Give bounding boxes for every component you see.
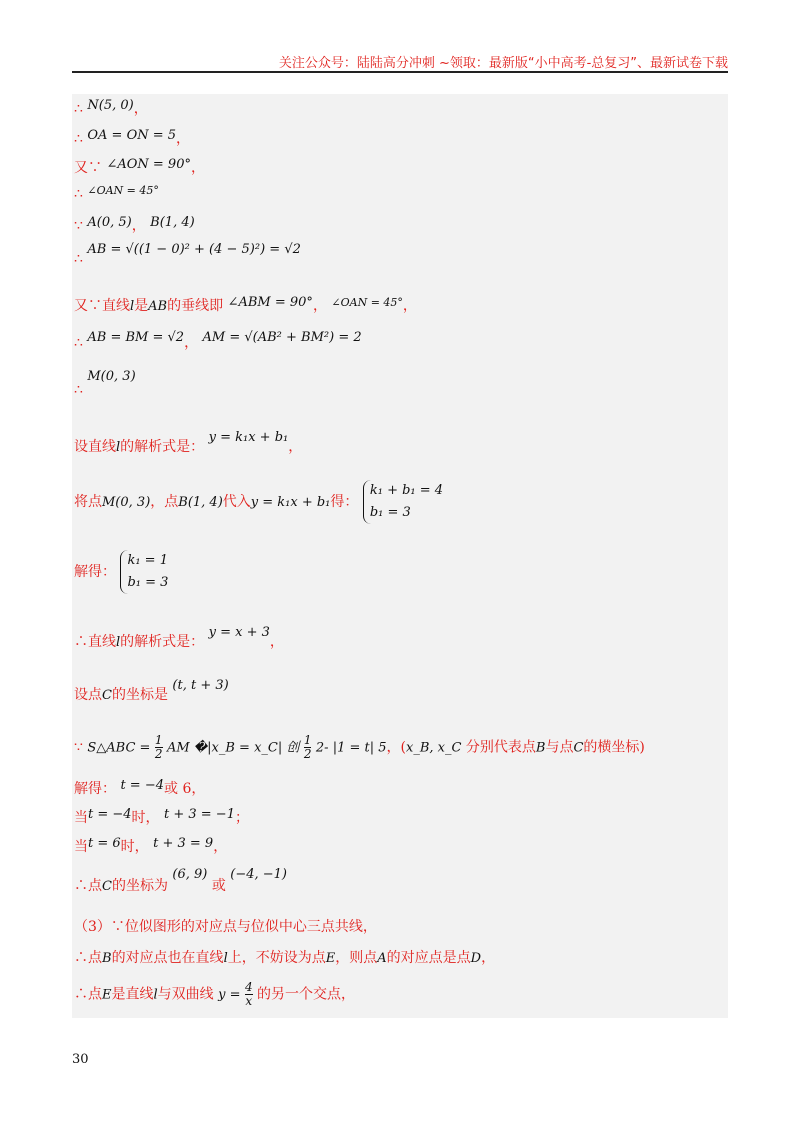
line-line-form <box>74 430 303 456</box>
line-line-result <box>74 625 284 651</box>
numerator: 1 <box>303 733 312 747</box>
text-segment: 的坐标是 <box>111 687 168 703</box>
variable: AB <box>148 299 168 314</box>
therefore-symbol: ∴ <box>74 382 83 398</box>
punctuation: ， <box>213 839 228 855</box>
text-segment: 将点 <box>74 494 102 510</box>
line-point-c <box>74 678 229 704</box>
punctuation: ； <box>234 810 249 826</box>
punctuation: ， <box>312 298 327 314</box>
text-segment: 与双曲线 <box>157 986 214 1003</box>
therefore-symbol: ∴ <box>74 251 83 267</box>
math-expression: AB = BM = √2 <box>87 330 185 345</box>
math-expression: (t, t + 3) <box>172 678 229 693</box>
math-expression: M(0, 3) <box>102 495 151 510</box>
line-hyperbola <box>74 981 355 1008</box>
numerator: 4 <box>244 980 253 994</box>
text-segment: 的解析式是： <box>120 634 205 650</box>
text-segment: 时， <box>131 810 160 826</box>
fraction <box>245 981 253 1008</box>
fraction <box>155 734 163 761</box>
line-points-ab <box>74 215 195 235</box>
math-expression: t = 6 <box>88 836 121 851</box>
math-expression: ∠OAN = 45° <box>87 184 159 197</box>
page-number: 30 <box>72 1052 89 1067</box>
text-segment: 或 6， <box>164 781 206 797</box>
denominator: x <box>245 994 253 1008</box>
line-perpendicular <box>74 295 417 315</box>
line-c-coordinates <box>74 867 288 895</box>
text-segment: 的坐标为 <box>111 878 168 894</box>
line-oa-on <box>74 128 190 148</box>
punctuation: ， <box>133 101 148 117</box>
equation-system <box>120 550 168 594</box>
math-expression: S△ABC = <box>87 740 151 756</box>
math-expression: t + 3 = −1 <box>164 807 235 822</box>
text-segment: ∴直线 <box>74 634 116 650</box>
text-segment: 的垂线即 <box>167 298 224 314</box>
text-segment: ∴点 <box>74 878 102 894</box>
line-m-point <box>74 369 136 398</box>
math-expression: x_B, x_C <box>406 740 462 756</box>
text-segment: 是 <box>134 298 149 314</box>
text-segment: 设直线 <box>74 439 116 455</box>
text-segment: 的横坐标) <box>583 739 645 756</box>
variable: C <box>102 688 112 703</box>
header-rule <box>72 71 728 73</box>
variable: E <box>102 987 112 1003</box>
text-segment: 解得： <box>74 564 116 580</box>
variable: l <box>153 987 158 1003</box>
math-expression: ∠OAN = 45° <box>331 296 403 309</box>
punctuation: ， <box>131 218 146 234</box>
variable: B <box>535 740 546 756</box>
text-segment: 或 <box>211 878 226 894</box>
math-expression: (6, 9) <box>172 867 208 882</box>
page-header: 关注公众号：陆陆高分冲刺 ~领取：最新版“小中高考-总复习”、最新试卷下载 <box>278 56 728 71</box>
line-substitute <box>74 480 443 524</box>
math-expression: ∠AON = 90° <box>106 157 191 172</box>
math-expression: y = x + 3 <box>208 625 270 640</box>
math-expression: N(5, 0) <box>87 98 134 113</box>
math-expression: AM �|x_B = x_C| 创 <box>166 740 300 756</box>
line-solve-t <box>74 778 205 798</box>
variable: l <box>116 440 121 455</box>
line-point-e <box>74 947 495 967</box>
variable: A <box>377 951 387 966</box>
variable: C <box>102 879 112 894</box>
text-segment: ∴点 <box>74 986 102 1003</box>
therefore-symbol: ∴ <box>74 186 83 202</box>
math-expression: (−4, −1) <box>230 867 288 882</box>
text-segment: 的另一个交点， <box>257 986 356 1003</box>
punctuation: ， <box>402 298 417 314</box>
math-expression: AB = √((1 − 0)² + (4 − 5)²) = √2 <box>87 242 301 257</box>
math-expression: t = −4 <box>88 807 132 822</box>
text-segment: 的解析式是： <box>120 439 205 455</box>
line-angle-oan <box>74 186 159 202</box>
variable: l <box>223 951 228 966</box>
text-segment: ∴点 <box>74 950 102 966</box>
text-segment: 当 <box>74 810 88 826</box>
text-segment: 分别代表点 <box>465 739 536 756</box>
math-expression: 2- |1 = t| 5 <box>315 740 387 756</box>
equation: b₁ = 3 <box>127 575 169 590</box>
text-segment: ，点 <box>150 494 179 510</box>
line-part3: （3）∵位似图形的对应点与位似中心三点共线， <box>74 919 377 935</box>
line-ab-length <box>74 242 301 267</box>
because-symbol: ∵ <box>74 739 83 756</box>
text-segment: ，( <box>386 739 406 756</box>
variable: l <box>130 299 135 314</box>
math-expression: ∠ABM = 90° <box>227 295 313 310</box>
math-expression: B(1, 4) <box>178 495 223 510</box>
text-segment: 设点 <box>74 687 102 703</box>
text-segment: 上，不妨设为点 <box>227 950 326 966</box>
variable: l <box>116 635 121 650</box>
text-segment: 当 <box>74 839 88 855</box>
therefore-symbol: ∴ <box>74 131 83 147</box>
equation: k₁ = 1 <box>127 553 168 568</box>
text-segment: 的对应点也在直线 <box>111 950 224 966</box>
fraction <box>304 734 312 761</box>
text-segment: 又∵ <box>74 160 102 176</box>
variable: D <box>470 951 482 966</box>
punctuation: ， <box>184 335 199 351</box>
text-segment: 时， <box>120 839 149 855</box>
text-segment: 与点 <box>545 739 574 756</box>
therefore-symbol: ∴ <box>74 101 83 117</box>
math-expression: OA = ON = 5 <box>87 128 177 143</box>
therefore-symbol: ∴ <box>74 335 83 351</box>
text-segment: 是直线 <box>111 986 154 1003</box>
math-expression: M(0, 3) <box>87 369 136 384</box>
line-case-neg4 <box>74 807 249 827</box>
variable: B <box>102 951 112 966</box>
because-symbol: ∵ <box>74 218 83 234</box>
math-expression: A(0, 5) <box>87 215 132 230</box>
punctuation: ， <box>176 131 191 147</box>
math-expression: AM = √(AB² + BM²) = 2 <box>202 330 362 345</box>
text-segment: 代入 <box>222 494 251 510</box>
numerator: 1 <box>154 733 163 747</box>
equation: k₁ + b₁ = 4 <box>369 483 444 498</box>
math-expression: t + 3 = 9 <box>153 836 214 851</box>
denominator: 2 <box>154 747 163 761</box>
text-segment: 解得： <box>74 781 116 797</box>
math-expression: y = <box>218 987 241 1003</box>
text-segment: 的对应点是点 <box>386 950 471 966</box>
line-area <box>74 734 645 761</box>
variable: C <box>573 740 584 756</box>
punctuation: ， <box>481 950 496 966</box>
math-expression: t = −4 <box>120 778 164 793</box>
math-expression: y = k₁x + b₁ <box>250 495 331 510</box>
line-solve <box>74 550 168 594</box>
variable: E <box>325 951 336 966</box>
math-expression: B(1, 4) <box>150 215 195 230</box>
equation-system <box>363 480 443 524</box>
line-n-point <box>74 98 148 118</box>
punctuation: ， <box>269 634 284 650</box>
text-segment: 得： <box>330 494 359 510</box>
text-segment: 又∵直线 <box>74 298 130 314</box>
denominator: 2 <box>303 747 312 761</box>
text-segment: ，则点 <box>335 950 378 966</box>
punctuation: ， <box>288 439 303 455</box>
line-angle-aon <box>74 157 205 177</box>
solution-content <box>72 94 728 1018</box>
line-case-6 <box>74 836 227 856</box>
punctuation: ， <box>190 160 205 176</box>
equation: b₁ = 3 <box>369 505 411 520</box>
math-expression: y = k₁x + b₁ <box>208 430 289 445</box>
line-bm-am <box>74 332 362 352</box>
